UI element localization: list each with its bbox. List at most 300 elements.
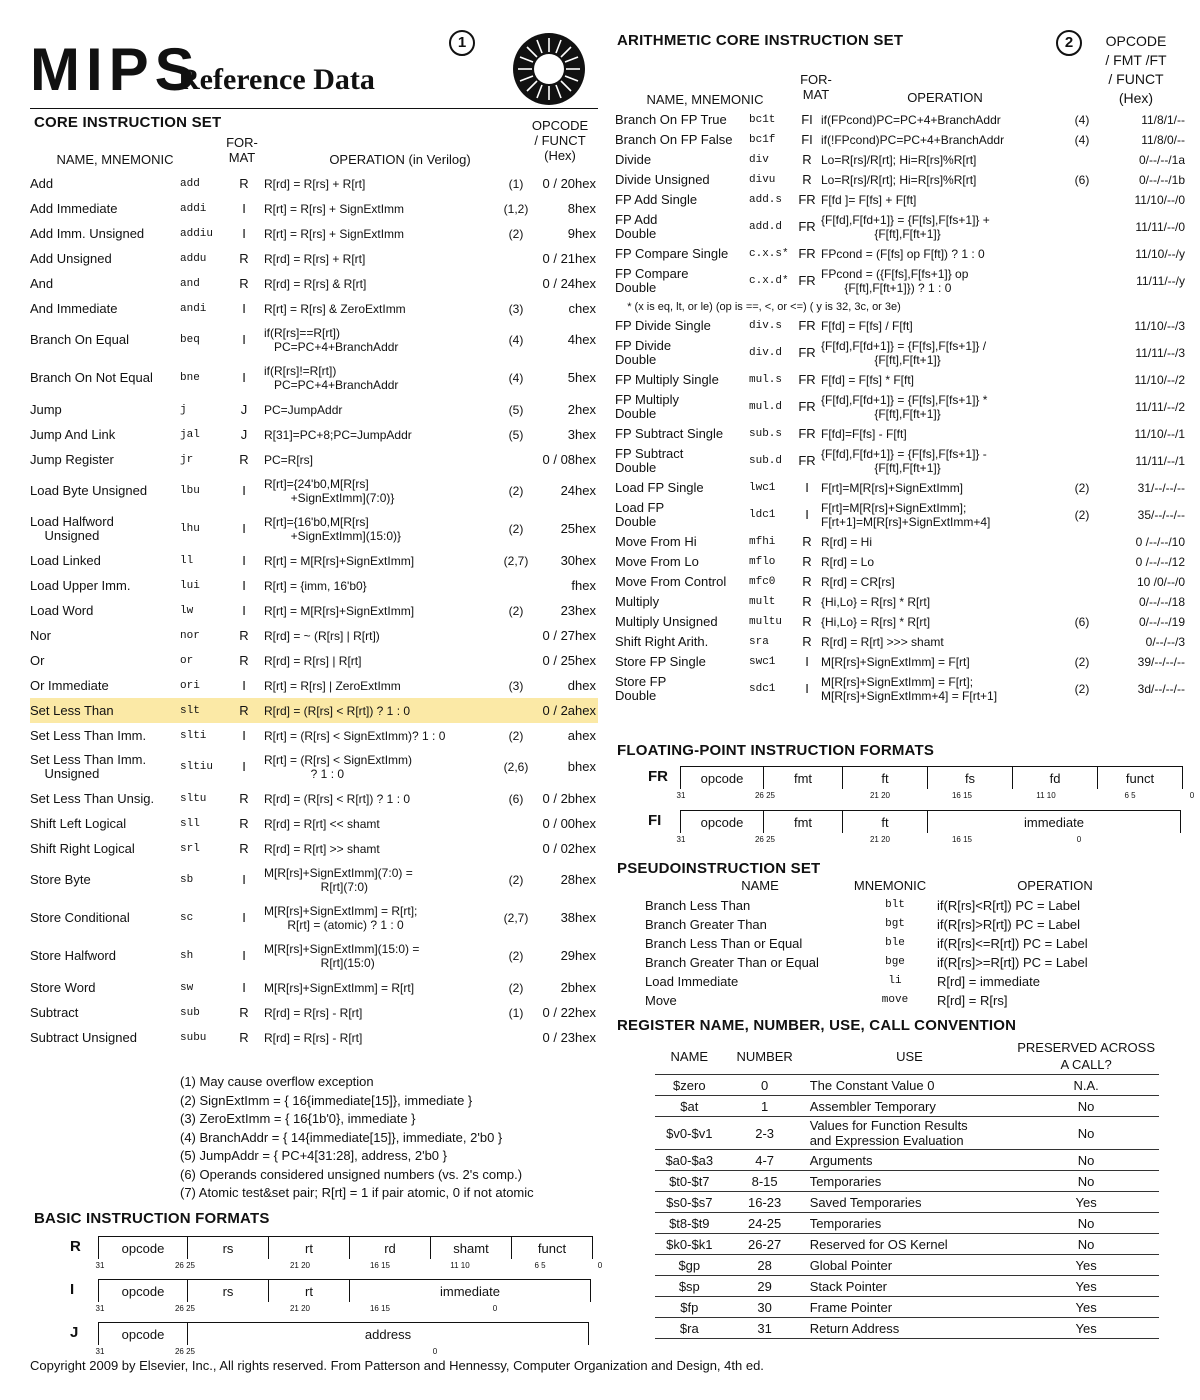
instruction-mnemonic: bc1t (749, 114, 776, 126)
register-preserved: No (1013, 1213, 1159, 1234)
arith-instruction-row (615, 552, 1185, 572)
register-name: $fp (655, 1297, 724, 1318)
instruction-name: And (30, 275, 54, 291)
register-use: The Constant Value 0 (806, 1075, 1014, 1096)
instruction-name: Subtract Unsigned (30, 1029, 137, 1045)
instruction-name: Store FP Double (615, 674, 667, 703)
core-instruction-row (30, 623, 598, 648)
pseudo-name: Branch Less Than or Equal (645, 936, 803, 951)
instruction-opcode: 25hex (560, 521, 596, 536)
instruction-format: R (239, 1004, 249, 1020)
instruction-name: Multiply Unsigned (615, 614, 718, 629)
pseudo-instruction-row (645, 915, 1185, 934)
core-instruction-row (30, 1000, 598, 1025)
register-use: Global Pointer (806, 1255, 1014, 1276)
pseudo-operation: if(R[rs]<R[rt]) PC = Label (937, 898, 1081, 913)
instruction-note: (2) (1074, 655, 1090, 669)
instruction-name: Load FP Single (615, 480, 704, 495)
instruction-note (1063, 210, 1101, 244)
instruction-format: R (239, 627, 249, 643)
instruction-opcode: 0 / 24hex (542, 275, 596, 291)
instruction-note: (6) (508, 791, 524, 806)
instruction-format: I (242, 602, 246, 618)
core-instruction-row (30, 786, 598, 811)
register-row (655, 1276, 1159, 1297)
instruction-name: Add Imm. Unsigned (30, 225, 145, 241)
instruction-opcode: 8hex (567, 200, 596, 216)
register-use: Stack Pointer (806, 1276, 1014, 1297)
register-table (655, 1038, 1159, 1339)
instruction-name: Jump Register (30, 451, 114, 467)
instruction-note: (4) (508, 333, 524, 347)
instruction-name: Shift Right Arith. (615, 634, 709, 649)
instruction-operation: R[rt] = M[R[rs]+SignExtImm] (264, 603, 415, 618)
pseudo-mnemonic: blt (885, 899, 905, 911)
instruction-operation: F[rt]=M[R[rs]+SignExtImm] (821, 481, 964, 495)
instruction-operation: F[fd ]= F[fs] + F[ft] (821, 193, 917, 207)
register-name: $a0-$a3 (655, 1150, 724, 1171)
instruction-opcode: 39/--/--/-- (1137, 655, 1185, 669)
instruction-mnemonic: div (749, 154, 769, 166)
register-name: $v0-$v1 (655, 1117, 724, 1150)
footnote: (4) BranchAddr = { 14{immediate[15]}, immediate, 2'b0 } (180, 1129, 503, 1145)
instruction-name: Add (30, 175, 54, 191)
instruction-note: (5) (508, 427, 524, 442)
instruction-mnemonic: bc1f (749, 134, 776, 146)
footnote: (3) ZeroExtImm = { 16{1b'0}, immediate } (180, 1111, 416, 1126)
core-instruction-row (30, 510, 598, 548)
instruction-note: (4) (1074, 113, 1090, 127)
bit-position: 6 5 (534, 1261, 546, 1270)
instruction-note: (2,7) (503, 911, 529, 925)
instruction-opcode: 23hex (560, 602, 596, 618)
arith-instruction-row (615, 652, 1185, 672)
instruction-operation: FPcond = ({F[fs],F[fs+1]} op {F[ft],F[ft+1]}) ? 1 : 0 (821, 267, 969, 295)
instruction-note (1063, 424, 1101, 444)
pseudo-instruction-row (645, 991, 1185, 1010)
core-instruction-row (30, 171, 598, 196)
instruction-operation: R[rd] = R[rs] | R[rt] (264, 653, 362, 668)
register-row (655, 1075, 1159, 1096)
register-number: 29 (724, 1276, 806, 1297)
instruction-note: (2) (508, 603, 524, 618)
instruction-mnemonic: j (180, 403, 187, 416)
instruction-format: R (802, 594, 812, 609)
instruction-opcode: 11/10/--/2 (1134, 373, 1185, 387)
core-col-format: FOR- MAT (226, 135, 258, 165)
instruction-note: (2) (508, 522, 524, 536)
register-preserved: Yes (1013, 1318, 1159, 1339)
pseudo-col-operation: OPERATION (1017, 878, 1093, 893)
instruction-mnemonic: c.x.d* (749, 275, 789, 287)
instruction-note: (3) (508, 678, 524, 693)
instruction-format: I (805, 507, 809, 522)
footnote: (7) Atomic test&set pair; R[rt] = 1 if pair atomic, 0 if not atomic (180, 1185, 534, 1200)
instruction-operation: M[R[rs]+SignExtImm] = R[rt]; R[rt] = (atomic) ? 1 : 0 (264, 904, 418, 932)
format-field: fd (1013, 766, 1098, 789)
bit-position: 26 25 (174, 1347, 196, 1356)
instruction-format: I (805, 480, 809, 495)
core-instruction-row (30, 598, 598, 623)
core-instruction-row (30, 673, 598, 698)
register-preserved: N.A. (1013, 1075, 1159, 1096)
instruction-format: I (242, 979, 246, 995)
core-instruction-row (30, 648, 598, 673)
instruction-format: R (802, 534, 812, 549)
instruction-name: Divide Unsigned (615, 172, 710, 187)
instruction-opcode: 0 / 2bhex (542, 790, 596, 806)
arith-instruction-row (615, 336, 1185, 370)
instruction-mnemonic: ll (180, 554, 194, 567)
instruction-format: FR (798, 453, 816, 468)
instruction-operation: Lo=R[rs]/R[rt]; Hi=R[rs]%R[rt] (821, 173, 977, 187)
register-preserved: Yes (1013, 1276, 1159, 1297)
instruction-operation: if(FPcond)PC=PC+4+BranchAddr (821, 113, 1001, 127)
instruction-name: Load Halfword Unsigned (30, 514, 114, 543)
instruction-mnemonic: div.s (749, 320, 783, 332)
instruction-opcode: 0/--/--/18 (1138, 595, 1185, 609)
instruction-operation: R[rd] = (R[rs] < R[rt]) ? 1 : 0 (264, 703, 411, 718)
instruction-note (1063, 444, 1101, 478)
instruction-operation: if(R[rs]==R[rt]) PC=PC+4+BranchAddr (264, 326, 399, 354)
instruction-name: Subtract (30, 1004, 79, 1020)
instruction-opcode: 0 /--/--/10 (1135, 535, 1185, 549)
bit-position: 31 (95, 1347, 105, 1356)
pseudo-col-name: NAME (741, 878, 779, 893)
instruction-mnemonic: addu (180, 252, 207, 265)
instruction-note (1063, 572, 1101, 592)
instruction-note (1063, 336, 1101, 370)
instruction-mnemonic: sltu (180, 792, 207, 805)
instruction-mnemonic: beq (180, 334, 200, 346)
arith-instruction-row (615, 170, 1185, 190)
instruction-opcode: 38hex (560, 910, 596, 925)
core-instruction-row (30, 975, 598, 1000)
core-instruction-row (30, 573, 598, 598)
instruction-name: Store Halfword (30, 948, 116, 963)
core-instruction-row (30, 196, 598, 221)
instruction-note: (3) (508, 301, 524, 316)
arith-instruction-row (615, 390, 1185, 424)
register-convention-title: REGISTER NAME, NUMBER, USE, CALL CONVENTION (617, 1017, 1017, 1034)
register-preserved: No (1013, 1171, 1159, 1192)
instruction-opcode: 35/--/--/-- (1137, 508, 1185, 522)
register-number: 24-25 (724, 1213, 806, 1234)
instruction-name: Move From Hi (615, 534, 697, 549)
instruction-format: FR (798, 345, 816, 360)
format-field: rt (269, 1236, 350, 1259)
format-fields (680, 810, 1181, 834)
instruction-mnemonic: slt (180, 704, 200, 717)
register-name: $k0-$k1 (655, 1234, 724, 1255)
instruction-note (1063, 244, 1101, 264)
arith-instruction-row (615, 672, 1185, 706)
instruction-name: Multiply (615, 594, 660, 609)
instruction-opcode: 0/--/--/1b (1138, 173, 1185, 187)
instruction-mnemonic: mfc0 (749, 576, 776, 588)
register-number: 16-23 (724, 1192, 806, 1213)
bit-position: 31 (676, 835, 686, 844)
arith-instruction-row (615, 370, 1185, 390)
format-field: opcode (680, 766, 764, 789)
core-instruction-set-title: CORE INSTRUCTION SET (34, 114, 222, 131)
instruction-name: FP Compare Double (615, 266, 689, 295)
instruction-operation: F[rt]=M[R[rs]+SignExtImm]; F[rt+1]=M[R[rs]+SignExtImm+4] (821, 501, 991, 529)
instruction-operation: R[rd] = R[rt] >>> shamt (821, 635, 944, 649)
instruction-mnemonic: sh (180, 950, 194, 962)
instruction-opcode: 24hex (560, 483, 596, 498)
arith-col-name: NAME, MNEMONIC (646, 92, 764, 107)
register-row (655, 1213, 1159, 1234)
instruction-operation: {F[fd],F[fd+1]} = {F[fs],F[fs+1]} - {F[ft],F[ft+1]} (821, 447, 987, 475)
register-preserved: Yes (1013, 1255, 1159, 1276)
instruction-format: I (242, 677, 246, 693)
core-footnotes (180, 1073, 600, 1203)
instruction-format: R (239, 451, 249, 467)
instruction-format: R (239, 250, 249, 266)
reg-col-preserved: PRESERVED ACROSS A CALL? (1013, 1038, 1159, 1075)
instruction-format: I (242, 483, 246, 498)
instruction-opcode: 2hex (567, 401, 596, 417)
register-use: Arguments (806, 1150, 1014, 1171)
instruction-note: (2) (508, 226, 524, 241)
instruction-format: I (242, 910, 246, 925)
instruction-operation: R[rt] = R[rs] | ZeroExtImm (264, 678, 401, 693)
instruction-name: FP Subtract Single (615, 426, 724, 441)
register-name: $at (655, 1096, 724, 1117)
pseudo-instruction-row (645, 953, 1185, 972)
instruction-opcode: 9hex (567, 225, 596, 241)
instruction-format: R (239, 1029, 249, 1045)
instruction-opcode: 11/11/--/1 (1135, 454, 1185, 468)
core-instruction-row (30, 811, 598, 836)
instruction-format: I (242, 552, 246, 568)
instruction-name: Store Conditional (30, 910, 130, 925)
instruction-operation: R[rd] = R[rs] + R[rt] (264, 251, 366, 266)
core-col-opcode: OPCODE / FUNCT (Hex) (531, 118, 589, 163)
instruction-name: Move From Lo (615, 554, 699, 569)
instruction-name: Add Immediate (30, 200, 118, 216)
instruction-note (1063, 532, 1101, 552)
instruction-note: (2) (508, 949, 524, 963)
instruction-opcode: 28hex (560, 872, 596, 887)
bit-position: 21 20 (869, 835, 891, 844)
core-instruction-row (30, 472, 598, 510)
register-preserved: No (1013, 1096, 1159, 1117)
instruction-opcode: 31/--/--/-- (1137, 481, 1185, 495)
instruction-note: (1) (508, 176, 524, 191)
instruction-name: FP Multiply Double (615, 392, 680, 421)
instruction-operation: M[R[rs]+SignExtImm](7:0) = R[rt](7:0) (264, 866, 413, 894)
arith-col-operation: OPERATION (907, 90, 983, 105)
arith-instruction-row (615, 592, 1185, 612)
instruction-operation: R[rd] = CR[rs] (821, 575, 895, 589)
instruction-mnemonic: srl (180, 842, 200, 855)
register-preserved: Yes (1013, 1192, 1159, 1213)
format-fields (98, 1279, 591, 1303)
format-bit-positions (90, 1347, 610, 1356)
pseudo-name: Load Immediate (645, 974, 739, 989)
instruction-operation: R[rt] = (R[rs] < SignExtImm) ? 1 : 0 (264, 753, 413, 781)
instruction-format: R (239, 840, 249, 856)
core-instruction-row (30, 397, 598, 422)
instruction-mnemonic: sub (180, 1006, 200, 1019)
instruction-format: R (239, 702, 249, 718)
instruction-operation: PC=JumpAddr (264, 402, 343, 417)
bit-position: 31 (676, 791, 686, 800)
format-field: opcode (680, 810, 764, 833)
pseudo-col-mnemonic: MNEMONIC (853, 878, 927, 893)
instruction-operation: if(!FPcond)PC=PC+4+BranchAddr (821, 133, 1005, 147)
format-field: immediate (350, 1279, 591, 1302)
core-col-operation: OPERATION (in Verilog) (329, 152, 471, 167)
register-name: $sp (655, 1276, 724, 1297)
bit-position: 21 20 (289, 1304, 311, 1313)
instruction-operation: {F[fd],F[fd+1]} = {F[fs],F[fs+1]} / {F[ft],F[ft+1]} (821, 339, 987, 367)
instruction-opcode: 0 / 25hex (542, 652, 596, 668)
core-instruction-row (30, 271, 598, 296)
register-row (655, 1318, 1159, 1339)
register-name: $t8-$t9 (655, 1213, 724, 1234)
arith-instruction-row (615, 150, 1185, 170)
footnote: (1) May cause overflow exception (180, 1074, 374, 1089)
instruction-format: I (242, 759, 246, 774)
instruction-format: R (239, 175, 249, 191)
format-label: R (70, 1238, 81, 1255)
instruction-name: Divide (615, 152, 652, 167)
register-number: 30 (724, 1297, 806, 1318)
bit-position: 31 (95, 1304, 105, 1313)
pseudo-instruction-row (645, 934, 1185, 953)
instruction-note (1063, 190, 1101, 210)
instruction-format: I (242, 332, 246, 347)
instruction-operation: R[rt] = {imm, 16'b0} (264, 578, 367, 593)
instruction-note (1063, 150, 1101, 170)
instruction-format: I (805, 681, 809, 696)
fp-formats-title: FLOATING-POINT INSTRUCTION FORMATS (617, 742, 935, 759)
instruction-mnemonic: or (180, 654, 194, 667)
instruction-opcode: 3d/--/--/-- (1137, 682, 1185, 696)
instruction-format: I (242, 727, 246, 743)
instruction-opcode: 11/10/--/1 (1134, 427, 1185, 441)
arithmetic-instruction-set-title: ARITHMETIC CORE INSTRUCTION SET (617, 32, 904, 49)
instruction-operation: PC=R[rs] (264, 452, 314, 467)
core-instruction-row (30, 723, 598, 748)
instruction-mnemonic: sc (180, 912, 194, 924)
sun-logo-icon (512, 32, 586, 106)
instruction-note: (2) (1074, 508, 1090, 522)
instruction-operation: R[rd] = ~ (R[rs] | R[rt]) (264, 628, 380, 643)
instruction-name: Jump And Link (30, 426, 116, 442)
register-use: Assembler Temporary (806, 1096, 1014, 1117)
instruction-operation: R[rd] = Lo (821, 555, 875, 569)
instruction-mnemonic: add.d (749, 221, 783, 233)
instruction-name: FP Compare Single (615, 246, 729, 261)
instruction-mnemonic: sb (180, 874, 194, 886)
instruction-note: (1) (508, 1005, 524, 1020)
instruction-opcode: 4hex (567, 332, 596, 347)
instruction-format: J (240, 426, 248, 442)
bit-position: 21 20 (289, 1261, 311, 1270)
instruction-operation: {F[fd],F[fd+1]} = {F[fs],F[fs+1]} + {F[ft],F[ft+1]} (821, 213, 990, 241)
instruction-opcode: 11/11/--/2 (1135, 400, 1185, 414)
card-number-1: 1 (449, 30, 475, 56)
register-use: Reserved for OS Kernel (806, 1234, 1014, 1255)
instruction-operation: M[R[rs]+SignExtImm](15:0) = R[rt](15:0) (264, 942, 420, 970)
instruction-mnemonic: sub.s (749, 428, 783, 440)
title-mips: MIPS (30, 36, 201, 103)
instruction-name: Store FP Single (615, 654, 706, 669)
bit-position: 31 (95, 1261, 105, 1270)
arith-compare-note: * (x is eq, lt, or le) (op is ==, <, or <=) ( y is 32, 3c, or 3e) (615, 301, 901, 313)
instruction-mnemonic: addi (180, 202, 207, 215)
pseudo-mnemonic: bge (885, 956, 905, 968)
register-number: 26-27 (724, 1234, 806, 1255)
instruction-name: Add Unsigned (30, 250, 112, 266)
core-instruction-row (30, 447, 598, 472)
instruction-operation: R[rd] = Hi (821, 535, 873, 549)
instruction-mnemonic: lhu (180, 523, 200, 535)
instruction-operation: R[rd] = R[rt] >> shamt (264, 841, 380, 856)
format-label: FI (648, 812, 662, 829)
format-field: opcode (98, 1236, 188, 1259)
bit-position: 0 (492, 1304, 498, 1313)
pseudo-name: Branch Greater Than or Equal (645, 955, 819, 970)
instruction-mnemonic: jal (180, 428, 200, 441)
instruction-mnemonic: ori (180, 679, 200, 692)
instruction-format: I (242, 577, 246, 593)
register-use: Frame Pointer (806, 1297, 1014, 1318)
reg-col-number: NUMBER (724, 1038, 806, 1075)
instruction-format: J (240, 401, 248, 417)
instruction-format: R (239, 815, 249, 831)
pseudo-mnemonic: ble (885, 937, 905, 949)
pseudo-name: Branch Less Than (645, 898, 751, 913)
instruction-name: Or Immediate (30, 677, 109, 693)
core-instruction-row (30, 1025, 598, 1050)
format-label: I (70, 1281, 75, 1298)
pseudo-operation: R[rd] = R[rs] (937, 993, 1008, 1008)
instruction-name: Store Byte (30, 872, 91, 887)
instruction-operation: M[R[rs]+SignExtImm] = F[rt] (821, 655, 970, 669)
arith-instruction-row (615, 478, 1185, 498)
format-bit-positions (672, 791, 1200, 800)
register-name: $gp (655, 1255, 724, 1276)
format-field: rs (188, 1236, 269, 1259)
register-number: 31 (724, 1318, 806, 1339)
instruction-mnemonic: divu (749, 174, 776, 186)
instruction-mnemonic: multu (749, 616, 783, 628)
bit-position: 0 (597, 1261, 603, 1270)
instruction-note (1063, 632, 1101, 652)
instruction-mnemonic: lwc1 (749, 482, 776, 494)
instruction-operation: R[rt] = R[rs] + SignExtImm (264, 201, 405, 216)
instruction-operation: F[fd]=F[fs] - F[ft] (821, 427, 907, 441)
pseudo-mnemonic: move (881, 994, 909, 1006)
instruction-operation: R[rd] = R[rs] & R[rt] (264, 276, 367, 291)
arith-instruction-row (615, 130, 1185, 150)
instruction-opcode: chex (568, 300, 596, 316)
instruction-opcode: 0 / 08hex (542, 451, 596, 467)
register-name: $t0-$t7 (655, 1171, 724, 1192)
format-fields (98, 1322, 589, 1346)
instruction-name: Branch On Not Equal (30, 370, 153, 385)
instruction-opcode: 0 / 00hex (542, 815, 596, 831)
register-use: Temporaries (806, 1213, 1014, 1234)
instruction-name: Set Less Than Imm. (30, 727, 147, 743)
bit-position: 11 10 (450, 1261, 470, 1270)
instruction-name: Move From Control (615, 574, 727, 589)
